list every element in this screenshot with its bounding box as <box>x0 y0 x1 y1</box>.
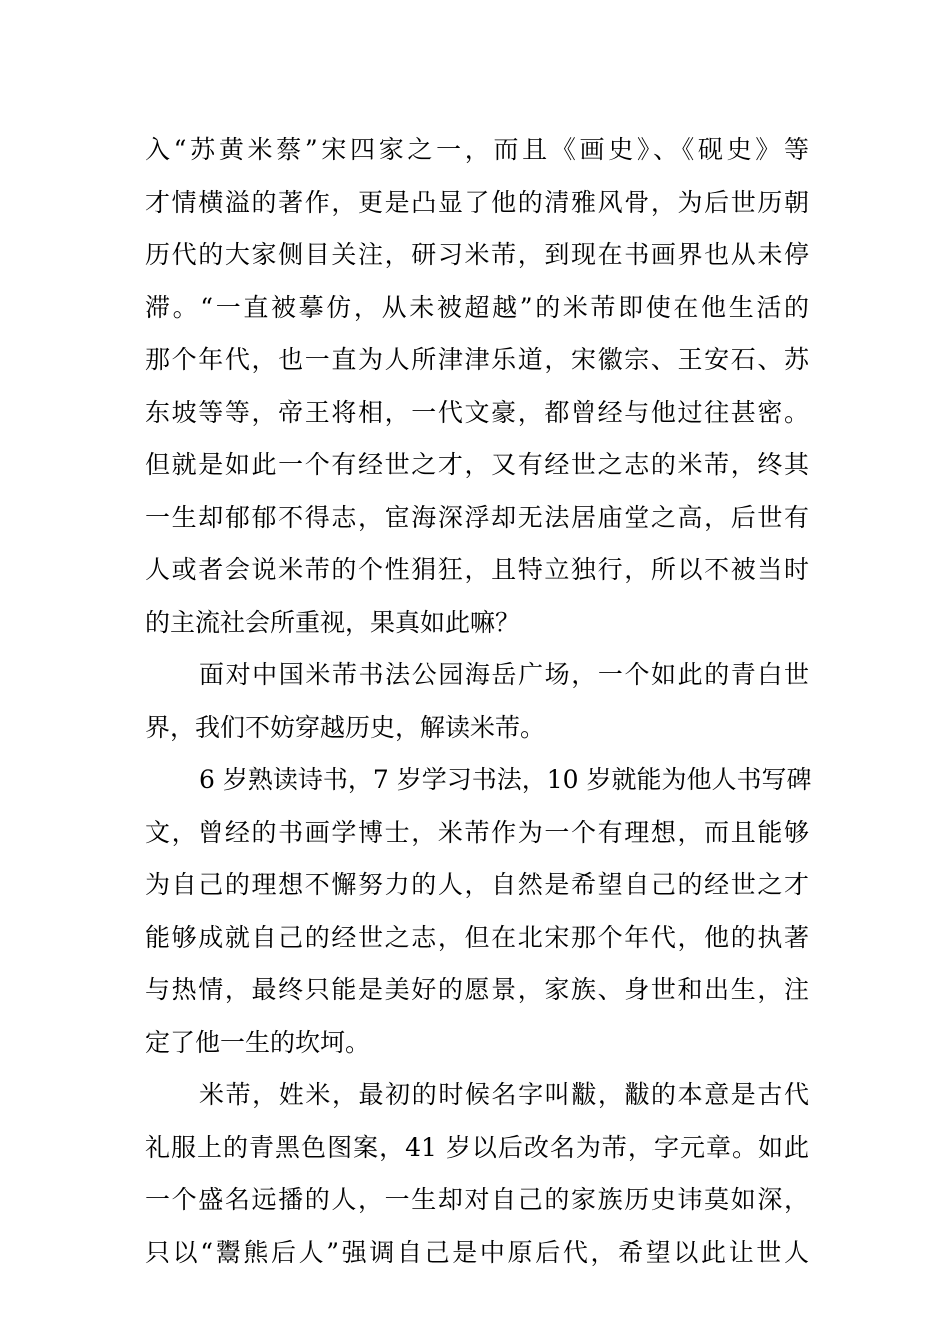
document-body <box>145 124 812 1279</box>
text-line: 滞。“一直被摹仿，从未被超越”的米芾即使在他生活的 <box>145 292 809 322</box>
text-line: 一生却郁郁不得志，宦海深浮却无法居庙堂之高，后世有 <box>145 502 809 532</box>
text-line: 礼服上的青黑色图案，41 岁以后改名为芾，字元章。如此 <box>145 1132 809 1162</box>
text-line: 文，曾经的书画学博士，米芾作为一个有理想，而且能够 <box>145 817 809 847</box>
text-line: 面对中国米芾书法公园海岳广场，一个如此的青白世 <box>199 660 809 689</box>
text-line: 但就是如此一个有经世之才，又有经世之志的米芾，终其 <box>145 450 809 479</box>
paragraph-2 <box>145 649 809 754</box>
text-line: 的主流社会所重视，果真如此嘛？ <box>145 607 521 637</box>
text-line: 6 岁熟读诗书，7 岁学习书法，10 岁就能为他人书写碑 <box>199 765 812 794</box>
text-line: 历代的大家侧目关注，研习米芾，到现在书画界也从未停 <box>145 240 809 269</box>
paragraph-4 <box>145 1069 809 1279</box>
text-line: 人或者会说米芾的个性狷狂，且特立独行，所以不被当时 <box>145 555 809 584</box>
paragraph-1 <box>145 124 809 649</box>
text-line: 界，我们不妨穿越历史，解读米芾。 <box>145 712 546 742</box>
text-line: 能够成就自己的经世之志，但在北宋那个年代，他的执著 <box>145 922 809 952</box>
text-line: 米芾，姓米，最初的时候名字叫黻，黻的本意是古代 <box>199 1080 809 1109</box>
text-line: 定了他一生的坎坷。 <box>145 1027 371 1057</box>
text-line: 入“苏黄米蔡”宋四家之一，而且《画史》、《砚史》等 <box>145 135 809 164</box>
text-line: 与热情，最终只能是美好的愿景，家族、身世和出生，注 <box>145 975 809 1004</box>
paragraph-3 <box>145 754 812 1069</box>
text-line: 只以“鬻熊后人”强调自己是中原后代，希望以此让世人 <box>145 1237 809 1267</box>
text-line: 为自己的理想不懈努力的人，自然是希望自己的经世之才 <box>145 870 809 899</box>
text-line: 才情横溢的著作，更是凸显了他的清雅风骨，为后世历朝 <box>145 187 809 217</box>
text-line: 东坡等等，帝王将相，一代文豪，都曾经与他过往甚密。 <box>145 397 809 427</box>
text-line: 那个年代，也一直为人所津津乐道，宋徽宗、王安石、苏 <box>145 345 809 374</box>
text-line: 一个盛名远播的人，一生却对自己的家族历史讳莫如深， <box>145 1185 809 1214</box>
